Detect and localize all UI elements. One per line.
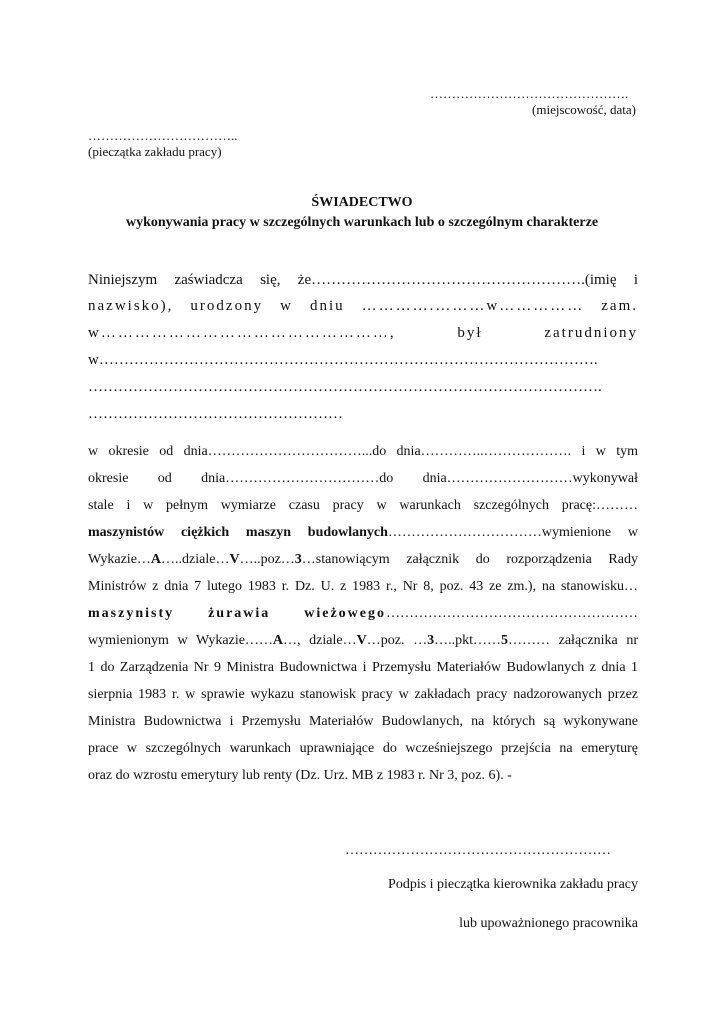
text-segment: wymienionym w Wykazie…… (88, 633, 273, 648)
intro-line-5: …………………………………………………………………………………………. (88, 379, 602, 395)
body-line-7 (88, 606, 638, 622)
body-line-1: w okresie od dnia……………………………...do dnia…………..………………. i w tym (88, 444, 638, 459)
stamp-label: (pieczątka zakładu pracy) (88, 144, 222, 159)
text-segment: …..pkt…… (434, 633, 501, 648)
job-category-bold: maszynistów ciężkich maszyn budowlanych (88, 525, 388, 540)
text-segment: ……… załącznika nr (507, 633, 638, 648)
position-bold: maszynisty żurawia wieżowego (88, 606, 386, 621)
stamp-dots: …………………………….. (88, 128, 238, 143)
text-segment: …stanowiącym załącznik do rozporządzenia Rady (301, 552, 638, 567)
text-segment: Wykazie… (88, 552, 151, 567)
body-line-6: Ministrów z dnia 7 lutego 1983 r. Dz. U. z 1983 r., Nr 8, poz. 43 ze zm.), na stanowisku… (88, 579, 638, 594)
poz-number: 3 (427, 633, 435, 648)
text-segment: …..poz… (239, 552, 295, 567)
body-line-4-rest: ……………………………wymienione w (387, 525, 638, 540)
body-line-9: 1 do Zarządzenia Nr 9 Ministra Budownictwa i Przemysłu Materiałów Budowlanych z dnia 1 (88, 660, 638, 675)
body-line-10: sierpnia 1983 r. w sprawie wykazu stanowisk pracy w zakładach pracy nadzorowanych przez (88, 687, 638, 702)
text-segment: …..dziale… (161, 552, 230, 567)
signature-label-1: Podpis i pieczątka kierownika zakładu pracy (388, 877, 638, 892)
intro-line-4: w………………………………………………………………………………………. (88, 352, 598, 368)
text-segment: …poz. … (366, 633, 428, 648)
pkt-number: 5 (500, 633, 508, 648)
wykaz-letter: A (150, 552, 162, 567)
signature-dots: ………………………………………………… (345, 843, 611, 858)
poz-number: 3 (294, 552, 302, 567)
body-line-2: okresie od dnia……………………………do dnia………………………wykonywał (88, 471, 638, 486)
dzial-number: V (356, 633, 367, 648)
wykaz-letter: A (272, 633, 284, 648)
body-line-13: oraz do wzrostu emerytury lub renty (Dz. Urz. MB z 1983 r. Nr 3, poz. 6). - (88, 768, 512, 783)
intro-line-3: w……………………………………………, był zatrudniony (88, 325, 638, 341)
body-line-8 (88, 633, 638, 649)
body-line-5 (88, 552, 638, 568)
body-line-12: prace w szczególnych warunkach uprawniające do wcześniejszego przejścia na emeryturę (88, 741, 638, 756)
body-line-3: stale i w pełnym wymiarze czasu pracy w warunkach szczególnych pracę:……… (88, 498, 638, 513)
document-subtitle: wykonywania pracy w szczególnych warunkach lub o szczególnym charakterze (125, 215, 599, 230)
text-segment: …, dziale… (283, 633, 357, 648)
place-date-dots: ………………………………………. (430, 86, 629, 101)
intro-line-2: nazwisko), urodzony w dniu ………….………w…………… zam. (88, 298, 638, 314)
document-title: ŚWIADECTWO (311, 195, 413, 210)
dzial-number: V (229, 552, 240, 567)
body-line-7-rest: ……………………………………………… (386, 606, 638, 621)
signature-label-2: lub upoważnionego pracownika (459, 916, 638, 931)
place-date-label: (miejscowość, data) (532, 102, 636, 117)
intro-line-6: …………………………………………… (88, 406, 343, 422)
body-line-4 (88, 525, 638, 541)
intro-line-1: Niniejszym zaświadcza się, że……………………………………………….(imię i (88, 272, 638, 288)
body-line-11: Ministra Budownictwa i Przemysłu Materiałów Budowlanych, na których są wykonywane (88, 714, 638, 729)
